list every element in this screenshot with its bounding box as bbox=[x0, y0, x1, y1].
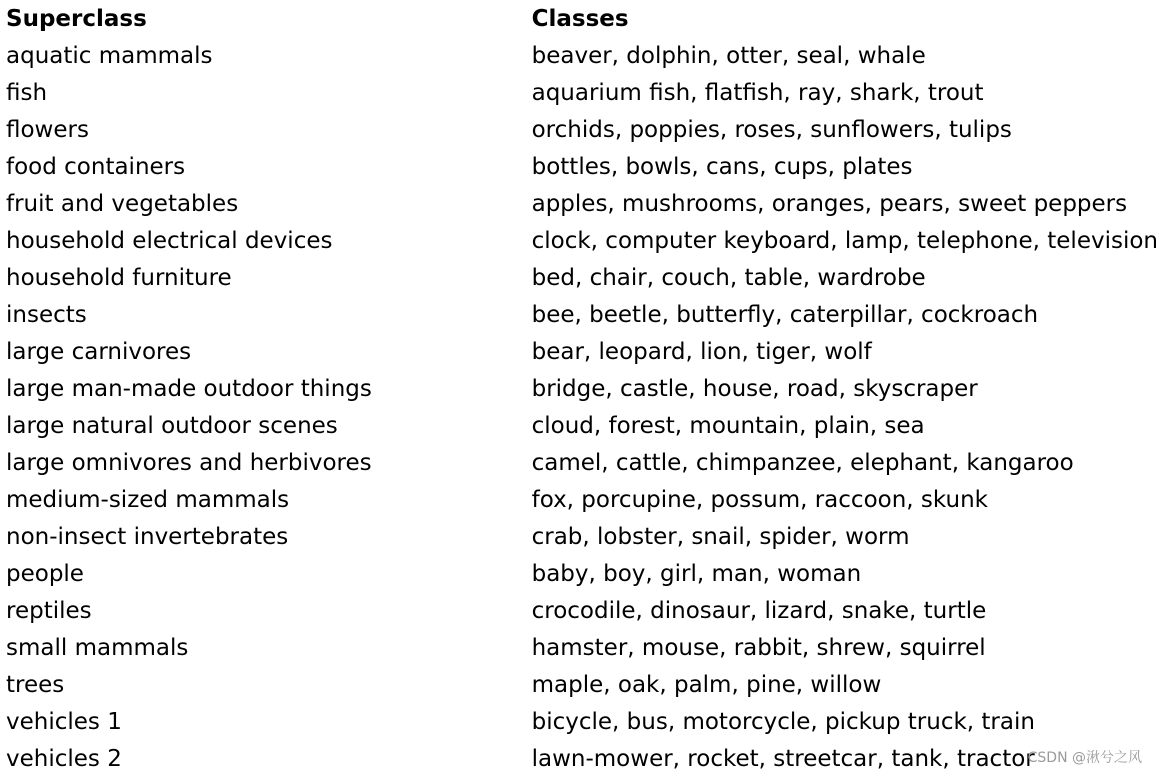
table-row bbox=[6, 741, 1158, 778]
table-row bbox=[6, 149, 1158, 186]
table-row bbox=[6, 112, 1158, 149]
superclass-cell: large man-made outdoor things bbox=[6, 376, 372, 402]
classes-cell: lawn-mower, rocket, streetcar, tank, tractor bbox=[531, 746, 1035, 772]
classes-cell: clock, computer keyboard, lamp, telephone, television bbox=[531, 228, 1158, 254]
classes-cell: crab, lobster, snail, spider, worm bbox=[531, 524, 910, 550]
superclass-classes-table bbox=[6, 1, 1158, 778]
table-row bbox=[6, 445, 1158, 482]
superclass-cell: medium-sized mammals bbox=[6, 487, 290, 513]
superclass-cell: small mammals bbox=[6, 635, 189, 661]
classes-cell: fox, porcupine, possum, raccoon, skunk bbox=[531, 487, 988, 513]
table-row bbox=[6, 556, 1158, 593]
table-row bbox=[6, 186, 1158, 223]
superclass-cell: insects bbox=[6, 302, 87, 328]
table-header-row bbox=[6, 1, 1158, 38]
table-row bbox=[6, 667, 1158, 704]
table-row bbox=[6, 75, 1158, 112]
table-row bbox=[6, 704, 1158, 741]
table-row bbox=[6, 223, 1158, 260]
table-row bbox=[6, 260, 1158, 297]
superclass-cell: fruit and vegetables bbox=[6, 191, 239, 217]
table-row bbox=[6, 38, 1158, 75]
superclass-cell: large natural outdoor scenes bbox=[6, 413, 338, 439]
table-row bbox=[6, 408, 1158, 445]
column-header-superclass: Superclass bbox=[6, 6, 147, 32]
classes-cell: orchids, poppies, roses, sunflowers, tulips bbox=[531, 117, 1012, 143]
table-row bbox=[6, 334, 1158, 371]
classes-cell: bridge, castle, house, road, skyscraper bbox=[531, 376, 978, 402]
classes-cell: crocodile, dinosaur, lizard, snake, turtle bbox=[531, 598, 987, 624]
table-row bbox=[6, 519, 1158, 556]
superclass-cell: household furniture bbox=[6, 265, 232, 291]
superclass-cell: flowers bbox=[6, 117, 89, 143]
table-row bbox=[6, 630, 1158, 667]
table-row bbox=[6, 297, 1158, 334]
classes-cell: camel, cattle, chimpanzee, elephant, kangaroo bbox=[531, 450, 1074, 476]
classes-cell: aquarium fish, flatfish, ray, shark, trout bbox=[531, 80, 984, 106]
superclass-cell: food containers bbox=[6, 154, 186, 180]
superclass-cell: household electrical devices bbox=[6, 228, 333, 254]
classes-cell: bottles, bowls, cans, cups, plates bbox=[531, 154, 913, 180]
table-row bbox=[6, 593, 1158, 630]
classes-cell: bed, chair, couch, table, wardrobe bbox=[531, 265, 926, 291]
superclass-cell: reptiles bbox=[6, 598, 92, 624]
classes-cell: cloud, forest, mountain, plain, sea bbox=[531, 413, 925, 439]
watermark: CSDN @湫兮之风 bbox=[1027, 750, 1142, 766]
superclass-cell: trees bbox=[6, 672, 65, 698]
classes-cell: bear, leopard, lion, tiger, wolf bbox=[531, 339, 872, 365]
table-row bbox=[6, 482, 1158, 519]
classes-cell: apples, mushrooms, oranges, pears, sweet peppers bbox=[531, 191, 1128, 217]
table-row bbox=[6, 371, 1158, 408]
superclass-cell: aquatic mammals bbox=[6, 43, 213, 69]
classes-cell: bicycle, bus, motorcycle, pickup truck, train bbox=[531, 709, 1035, 735]
column-header-classes: Classes bbox=[531, 6, 629, 32]
classes-cell: maple, oak, palm, pine, willow bbox=[531, 672, 882, 698]
superclass-cell: vehicles 2 bbox=[6, 746, 122, 772]
superclass-cell: large carnivores bbox=[6, 339, 192, 365]
superclass-cell: people bbox=[6, 561, 84, 587]
superclass-cell: vehicles 1 bbox=[6, 709, 122, 735]
classes-cell: baby, boy, girl, man, woman bbox=[531, 561, 862, 587]
superclass-cell: fish bbox=[6, 80, 48, 106]
superclass-cell: non-insect invertebrates bbox=[6, 524, 289, 550]
classes-cell: beaver, dolphin, otter, seal, whale bbox=[531, 43, 926, 69]
classes-cell: hamster, mouse, rabbit, shrew, squirrel bbox=[531, 635, 986, 661]
superclass-cell: large omnivores and herbivores bbox=[6, 450, 372, 476]
classes-cell: bee, beetle, butterfly, caterpillar, cockroach bbox=[531, 302, 1039, 328]
